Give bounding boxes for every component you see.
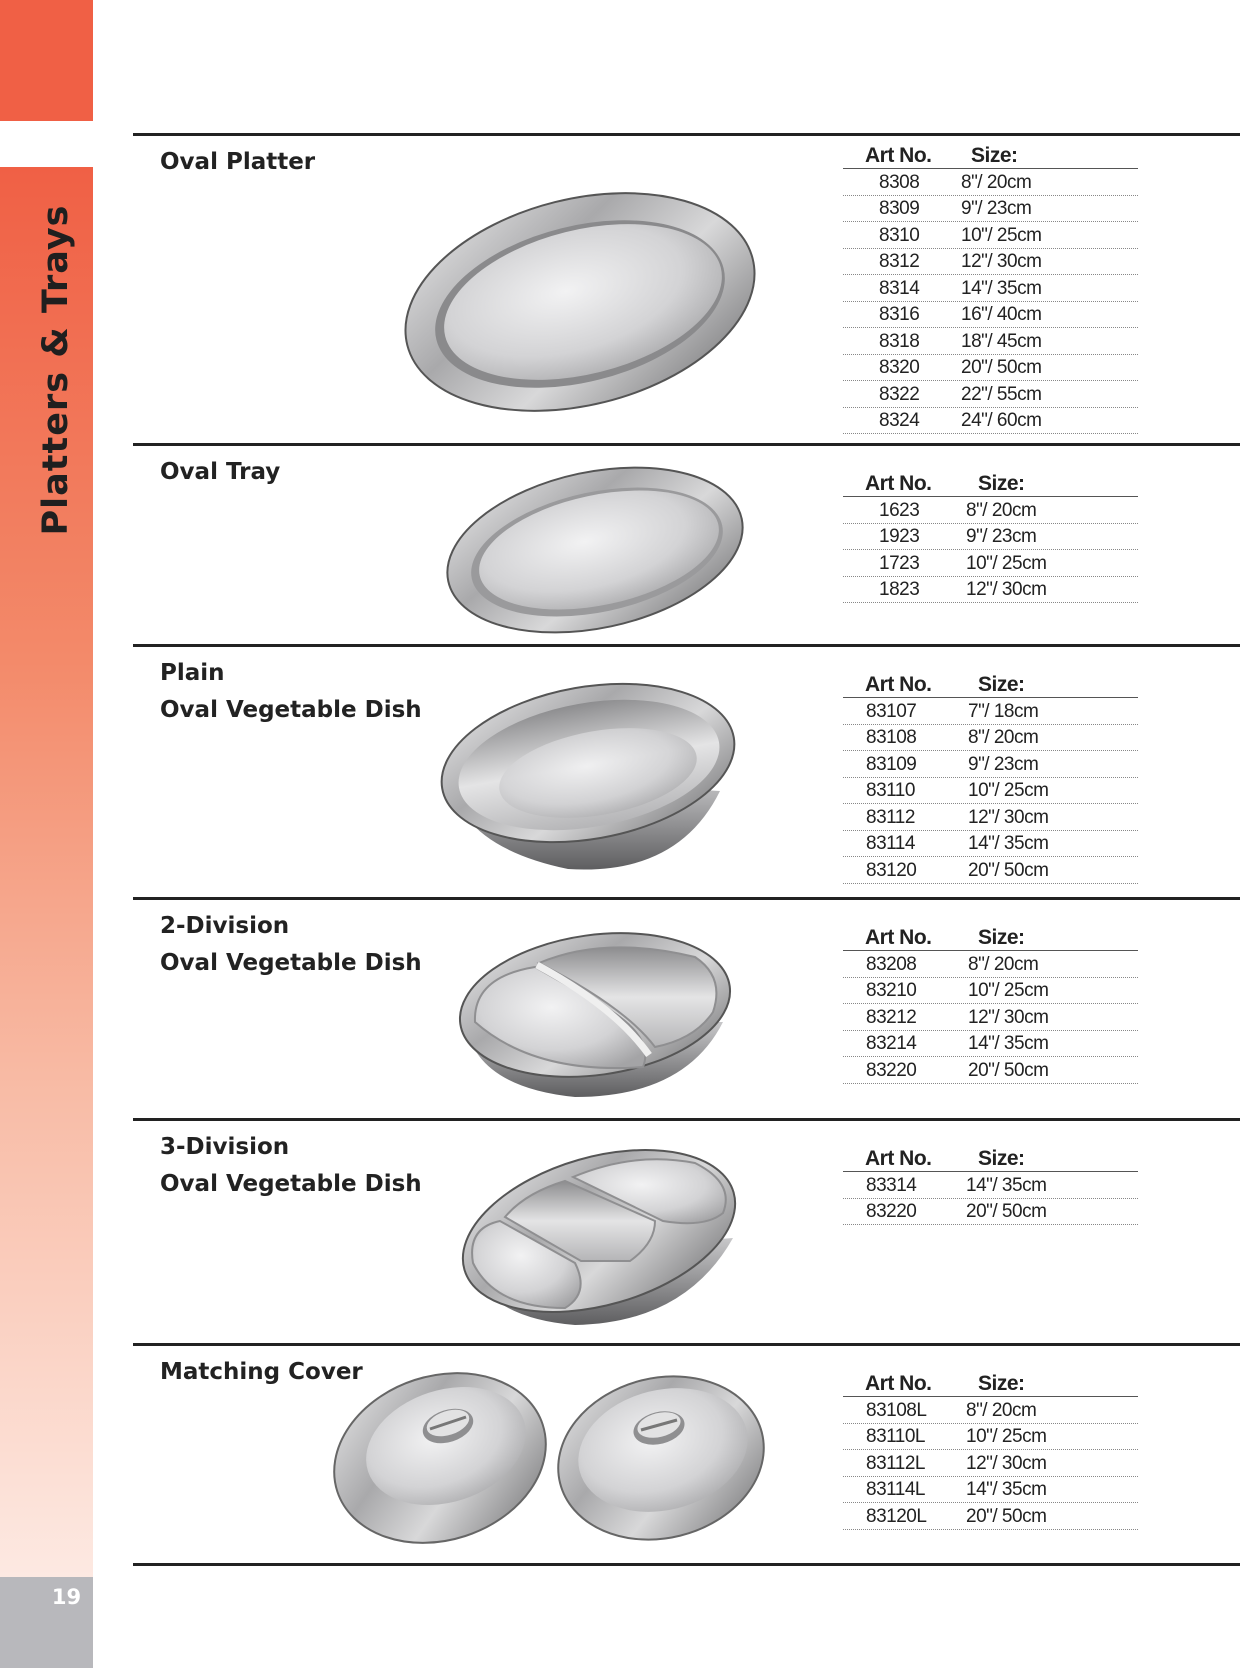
size-value: 8"/ 20cm [968,953,1039,975]
spec-row [843,222,1138,249]
art-number: 83110L [866,1426,925,1447]
size-value: 10"/ 25cm [968,980,1049,1001]
size-header: Size: [978,1147,1025,1170]
size-value: 14"/ 35cm [966,1174,1047,1196]
spec-row [843,550,1138,577]
size-header: Size: [971,144,1018,167]
product-title: Oval Platter [160,149,316,175]
spec-row [843,1172,1138,1199]
spec-row [843,698,1138,725]
art-number: 83212 [866,1006,917,1028]
art-no-header: Art No. [865,144,932,167]
spec-row [843,328,1138,355]
size-value: 7"/ 18cm [968,700,1039,722]
size-value: 24"/ 60cm [961,410,1042,431]
spec-row [843,1450,1138,1477]
spec-row [843,778,1138,805]
art-no-header: Art No. [865,472,932,495]
size-value: 20"/ 50cm [968,1059,1049,1081]
spec-row [843,302,1138,329]
spec-row [843,831,1138,858]
size-value: 12"/ 30cm [968,1006,1049,1028]
size-value: 9"/ 23cm [961,198,1032,219]
art-number: 83208 [866,953,917,975]
oval-tray-image [445,464,750,636]
art-number: 83220 [866,1059,917,1081]
spec-table [843,469,1138,603]
size-value: 9"/ 23cm [968,753,1039,775]
matching-cover-image [555,1368,767,1548]
spec-row [843,355,1138,382]
size-header: Size: [978,1372,1025,1395]
art-number: 83112 [866,806,915,828]
spec-row [843,1477,1138,1504]
product-section-oval-tray [133,443,1240,645]
page-number: 19 [51,1585,82,1609]
art-number: 8312 [879,251,920,272]
art-number: 8310 [879,224,920,246]
art-number: 83109 [866,753,917,775]
spec-table [843,923,1138,1084]
size-value: 20"/ 50cm [966,1505,1047,1527]
product-title: 3-Division Oval Vegetable Dish [160,1134,422,1197]
product-title: Oval Tray [160,459,281,485]
art-number: 8309 [879,198,920,219]
product-title: Plain Oval Vegetable Dish [160,660,422,723]
size-value: 20"/ 50cm [966,1201,1047,1222]
size-value: 10"/ 25cm [961,224,1042,246]
spec-header [843,141,1138,169]
product-section-plain-oval-vegetable-dish [133,644,1240,898]
size-value: 14"/ 35cm [961,277,1042,299]
spec-header [843,1144,1138,1172]
product-title: 2-Division Oval Vegetable Dish [160,913,422,976]
size-value: 12"/ 30cm [961,251,1042,272]
spec-row [843,169,1138,196]
size-value: 10"/ 25cm [966,552,1047,574]
art-number: 1623 [879,499,920,521]
art-number: 83220 [866,1201,917,1222]
product-section-matching-cover [133,1343,1240,1566]
art-number: 1723 [879,552,920,574]
spec-header [843,923,1138,951]
art-number: 83107 [866,700,917,722]
spec-row [843,978,1138,1005]
art-number: 83214 [866,1033,917,1054]
spec-row [843,1031,1138,1058]
art-number: 83112L [866,1452,925,1474]
spec-table [843,1144,1138,1225]
product-section-3-division-oval-vegetable-dish [133,1118,1240,1345]
matching-cover-image [328,1368,548,1548]
oval-platter-image [398,191,763,416]
art-number: 83114 [866,833,915,854]
spec-header [843,1369,1138,1397]
size-value: 14"/ 35cm [966,1479,1047,1500]
size-value: 22"/ 55cm [961,383,1042,405]
spec-header [843,670,1138,698]
spec-row [843,524,1138,551]
spec-table [843,141,1138,434]
spec-header [843,469,1138,497]
size-value: 20"/ 50cm [961,357,1042,378]
size-value: 16"/ 40cm [961,304,1042,325]
art-number: 1823 [879,579,920,600]
size-value: 8"/ 20cm [968,727,1039,748]
spec-row [843,804,1138,831]
size-value: 14"/ 35cm [968,1033,1049,1054]
art-number: 8322 [879,383,920,405]
spec-row [843,1424,1138,1451]
spec-row [843,1199,1138,1226]
size-value: 10"/ 25cm [966,1426,1047,1447]
product-section-oval-platter [133,133,1240,444]
spec-row [843,381,1138,408]
size-value: 12"/ 30cm [966,1452,1047,1474]
size-value: 20"/ 50cm [968,859,1049,881]
art-number: 8320 [879,357,920,378]
spec-row [843,1057,1138,1084]
spec-row [843,751,1138,778]
size-value: 9"/ 23cm [966,526,1037,547]
size-value: 8"/ 20cm [966,1399,1037,1421]
size-header: Size: [978,926,1025,949]
art-number: 83314 [866,1174,917,1196]
size-header: Size: [978,673,1025,696]
art-number: 83210 [866,980,917,1001]
art-no-header: Art No. [865,673,932,696]
spec-table [843,1369,1138,1530]
spec-row [843,408,1138,435]
spec-row [843,1004,1138,1031]
art-no-header: Art No. [865,1372,932,1395]
art-number: 8314 [879,277,920,299]
spec-row [843,497,1138,524]
3-division-oval-vegetable-dish-image [455,1143,743,1328]
plain-oval-vegetable-dish-image [438,681,743,876]
art-number: 83114L [866,1479,925,1500]
art-no-header: Art No. [865,926,932,949]
art-number: 83108 [866,727,917,748]
spec-row [843,1397,1138,1424]
art-number: 8316 [879,304,920,325]
sidebar-accent-block [0,0,93,121]
spec-row [843,951,1138,978]
product-title: Matching Cover [160,1359,363,1385]
size-value: 10"/ 25cm [968,780,1049,801]
spec-row [843,725,1138,752]
spec-row [843,249,1138,276]
size-value: 14"/ 35cm [968,833,1049,854]
art-number: 8318 [879,330,920,352]
spec-row [843,196,1138,223]
size-value: 12"/ 30cm [966,579,1047,600]
art-number: 8308 [879,171,920,193]
art-number: 83120 [866,859,917,881]
size-value: 8"/ 20cm [961,171,1032,193]
art-number: 83120L [866,1505,927,1527]
size-header: Size: [978,472,1025,495]
size-value: 8"/ 20cm [966,499,1037,521]
spec-row [843,1503,1138,1530]
art-no-header: Art No. [865,1147,932,1170]
spec-row [843,577,1138,604]
art-number: 8324 [879,410,920,431]
product-section-2-division-oval-vegetable-dish [133,897,1240,1120]
category-title: Platters & Trays [36,204,76,536]
spec-row [843,275,1138,302]
size-value: 18"/ 45cm [961,330,1042,352]
spec-table [843,670,1138,884]
size-value: 12"/ 30cm [968,806,1049,828]
spec-row [843,857,1138,884]
2-division-oval-vegetable-dish-image [455,927,735,1102]
art-number: 83108L [866,1399,927,1421]
art-number: 83110 [866,780,915,801]
art-number: 1923 [879,526,920,547]
